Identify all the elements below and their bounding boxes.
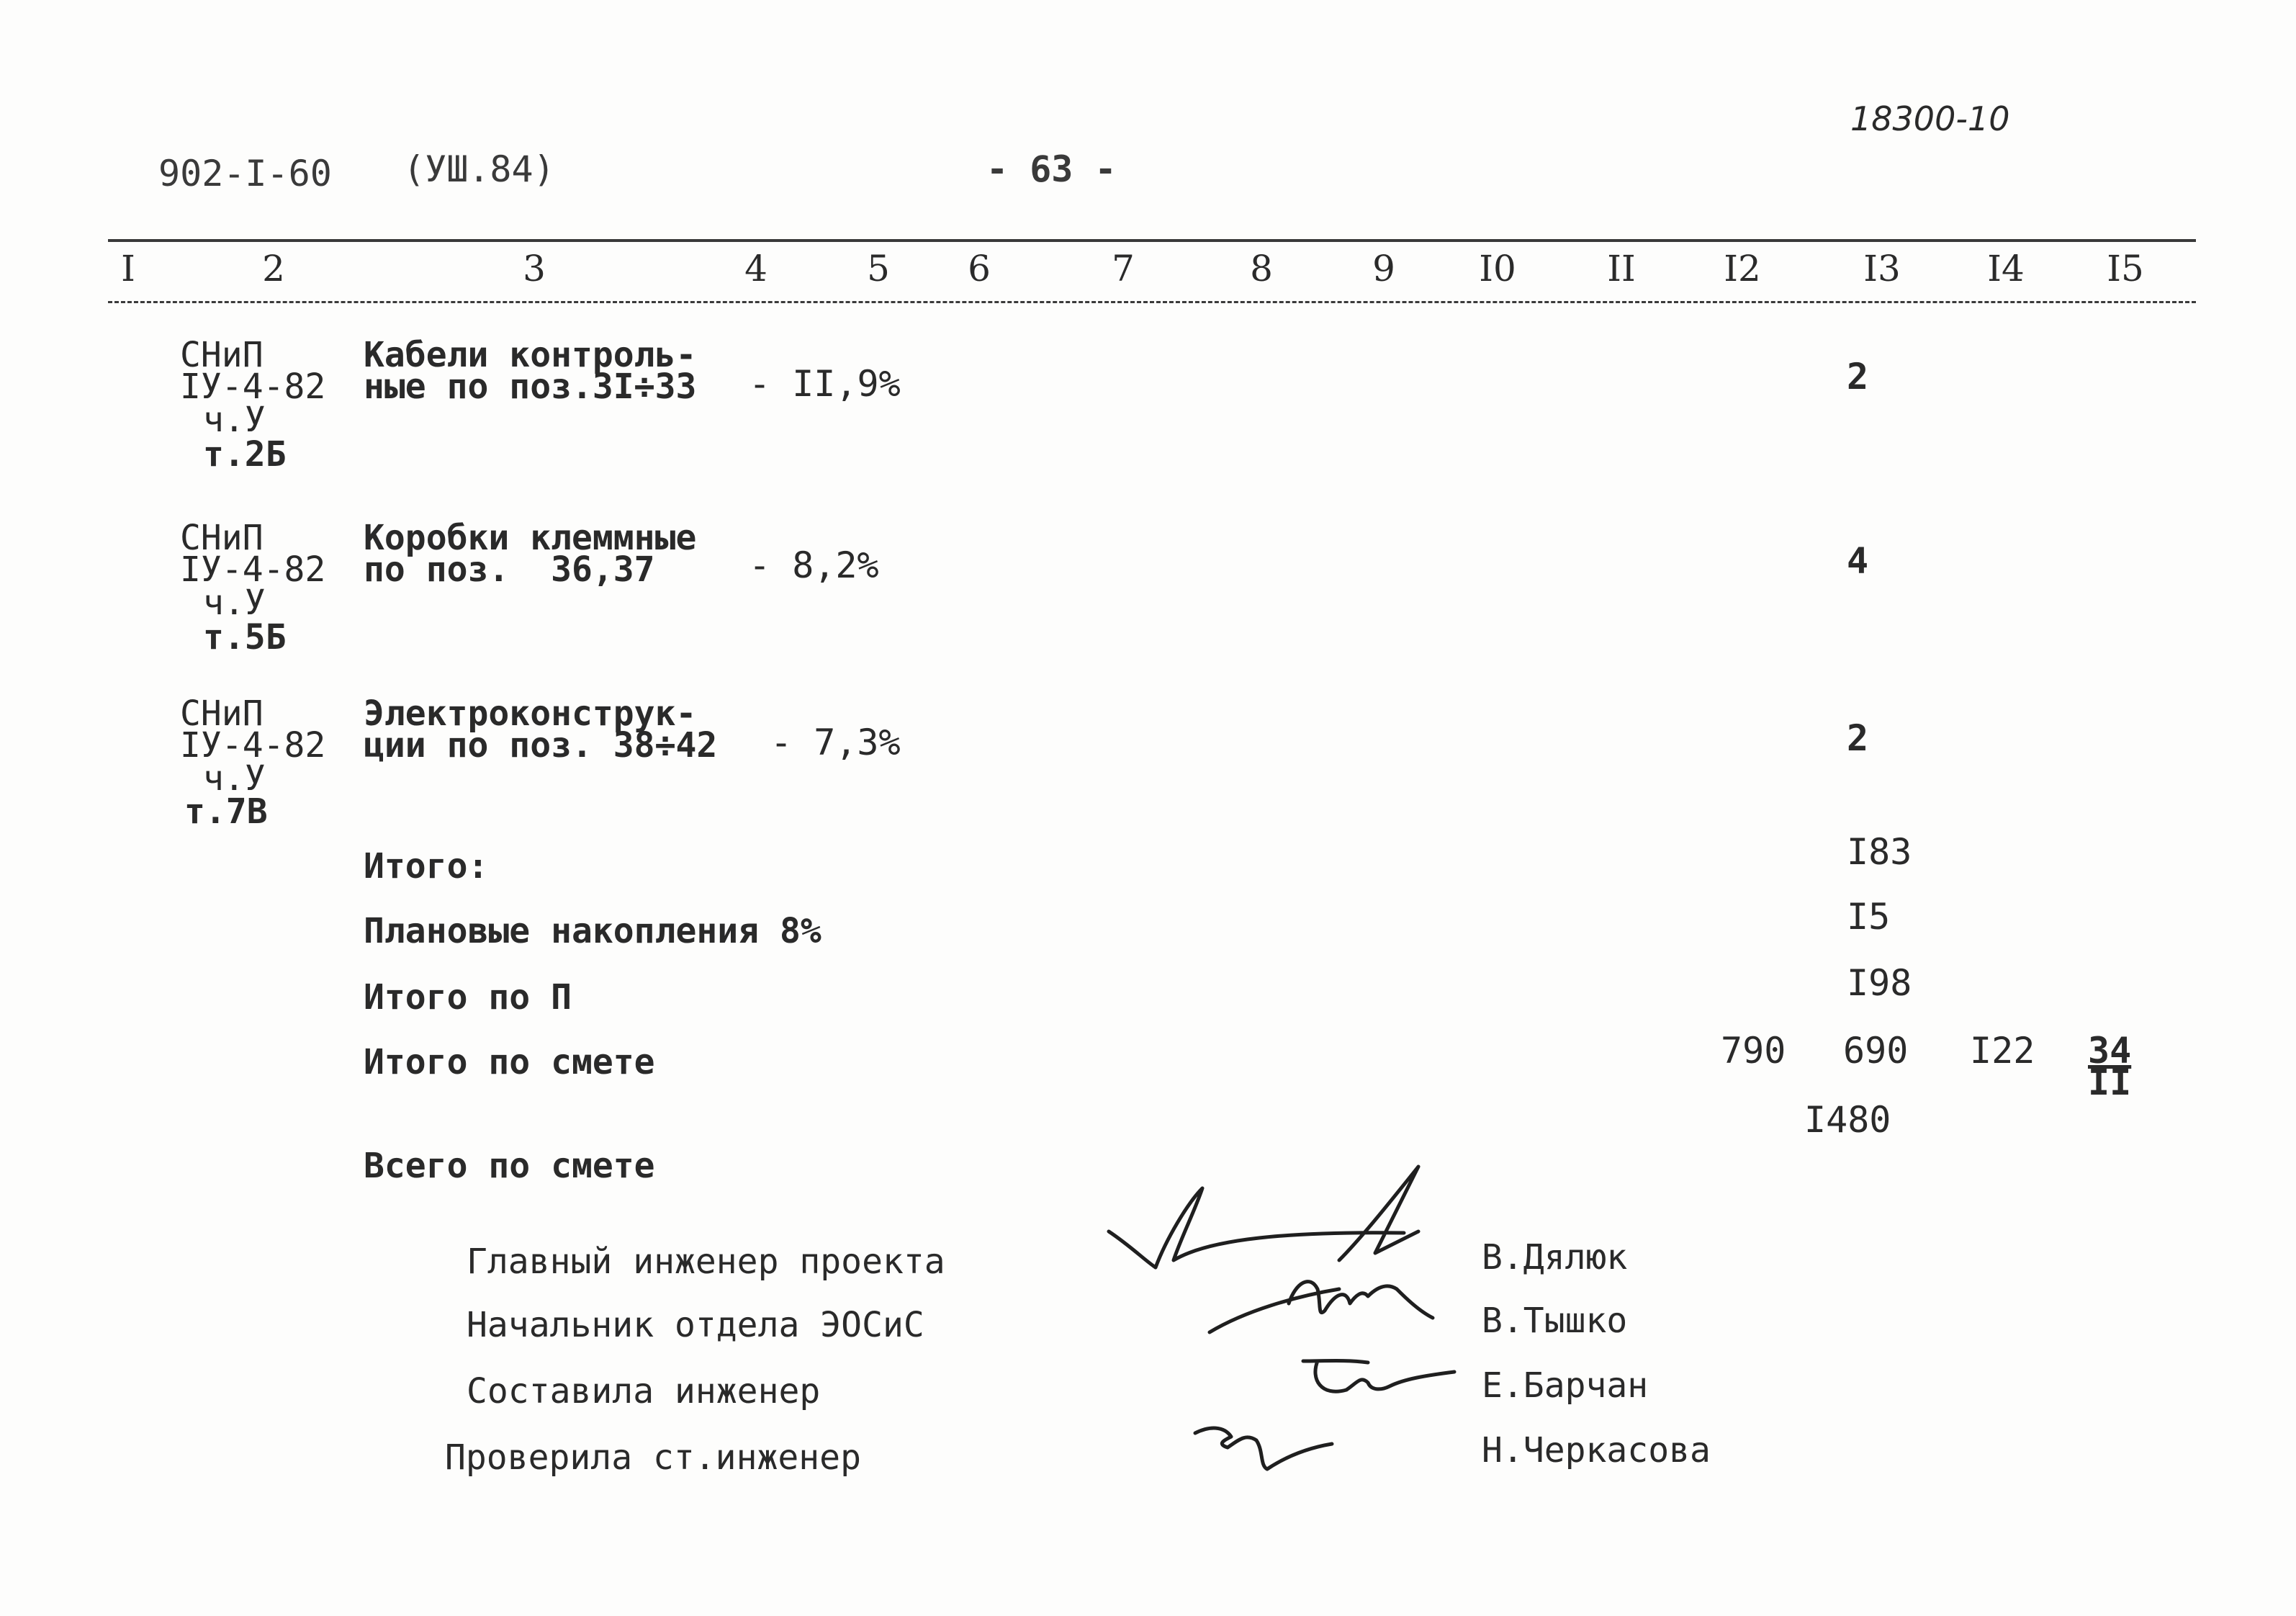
item-description: Коробки клеммные (364, 518, 697, 558)
ref-line: ч.У (203, 400, 266, 440)
ref-line: т.5Б (203, 617, 287, 657)
signatory-name: В.Дялюк (1482, 1237, 1628, 1278)
ref-line: СНиП (180, 518, 264, 558)
itogo-smeta-col13: 690 (1843, 1030, 1909, 1072)
column-header: 5 (867, 248, 890, 289)
ref-line: IУ-4-82 (180, 367, 326, 407)
signatory-name: В.Тышко (1482, 1301, 1628, 1341)
item-description: Кабели контроль- (364, 335, 697, 375)
signatory-name: Е.Барчан (1482, 1365, 1649, 1406)
ref-line: IУ-4-82 (180, 725, 326, 766)
column-header: 4 (744, 248, 767, 289)
column-header: I0 (1479, 248, 1516, 289)
page-number: - 63 - (986, 148, 1117, 190)
vsego-value: I480 (1804, 1099, 1891, 1141)
itogo-smeta-col12: 790 (1721, 1030, 1786, 1072)
series-label: (УШ.84) (403, 148, 555, 190)
itogo-value: I83 (1847, 831, 1912, 873)
table-top-rule (108, 239, 2196, 242)
column-header: I4 (1987, 248, 2025, 289)
item-description: ные по поз.3I÷33 (364, 367, 697, 407)
itogo-p-label: Итого по П (364, 977, 572, 1018)
itogo-smeta-col14: I22 (1970, 1030, 2035, 1072)
column-header: 7 (1112, 248, 1135, 289)
amount-col13: 2 (1847, 717, 1869, 759)
ref-line: ч.У (203, 758, 266, 799)
ref-line: ч.У (203, 583, 266, 623)
signature-mark (1188, 1411, 1346, 1483)
column-header: I5 (2107, 248, 2144, 289)
item-description: Электроконструк- (364, 693, 697, 734)
plan-value: I5 (1847, 896, 1891, 938)
column-header: I3 (1863, 248, 1901, 289)
signatory-title: Главный инженер проекта (467, 1242, 945, 1282)
column-header: I (121, 248, 135, 289)
signatory-title: Проверила ст.инженер (445, 1437, 861, 1478)
coefficient: - 8,2% (749, 544, 879, 586)
column-header: II (1607, 248, 1636, 289)
itogo-smeta-label: Итого по смете (364, 1042, 655, 1082)
itogo-smeta-col15-bottom: II (2088, 1061, 2132, 1103)
itogo-smeta-col15-top: 34 (2088, 1030, 2132, 1072)
column-header: 3 (523, 248, 546, 289)
coefficient: - II,9% (749, 363, 901, 405)
ref-line: т.7В (184, 791, 268, 832)
amount-col13: 2 (1847, 356, 1869, 398)
document-code: 902-I-60 (158, 153, 332, 194)
column-header: 6 (968, 248, 991, 289)
ref-line: СНиП (180, 693, 264, 734)
vsego-label: Всего по смете (364, 1146, 655, 1186)
archive-stamp: 18300-10 (1850, 99, 2010, 138)
itogo-label: Итого: (364, 846, 489, 886)
column-header: 2 (262, 248, 285, 289)
column-header: 8 (1250, 248, 1273, 289)
plan-label: Плановые накопления 8% (364, 911, 821, 951)
column-header: 9 (1372, 248, 1395, 289)
signatory-name: Н.Черкасова (1482, 1430, 1711, 1471)
ref-line: т.2Б (203, 434, 287, 475)
column-header: I2 (1724, 248, 1761, 289)
table-header-rule (108, 301, 2196, 303)
item-description: по поз. 36,37 (364, 549, 655, 590)
amount-col13: 4 (1847, 540, 1869, 582)
signature-mark (1202, 1253, 1447, 1339)
coefficient: - 7,3% (770, 722, 901, 763)
signature-mark (1289, 1347, 1462, 1419)
item-description: ции по поз. 38÷42 (364, 725, 718, 766)
signatory-title: Составила инженер (467, 1371, 821, 1411)
signatory-title: Начальник отдела ЭОСиС (467, 1305, 924, 1345)
ref-line: IУ-4-82 (180, 549, 326, 590)
ref-line: СНиП (180, 335, 264, 375)
itogo-p-value: I98 (1847, 962, 1912, 1004)
